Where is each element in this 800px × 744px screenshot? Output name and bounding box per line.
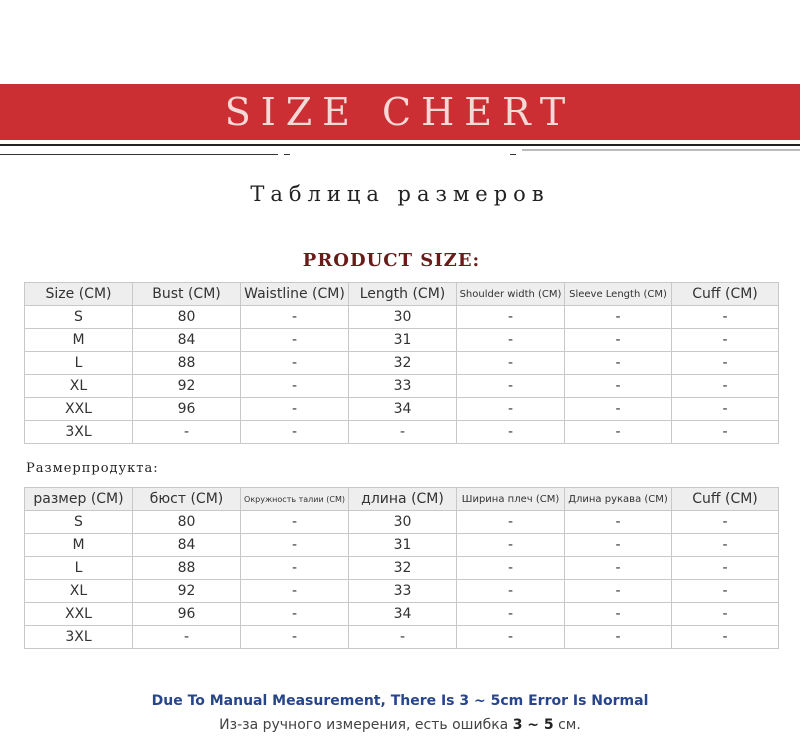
table-cell: - (672, 398, 779, 421)
table-cell: - (241, 557, 349, 580)
table-cell: 88 (133, 352, 241, 375)
divider-left (0, 154, 278, 155)
header-length: Length (CM) (349, 283, 457, 306)
table-cell: M (25, 329, 133, 352)
table-header-row (25, 283, 779, 306)
table-cell: - (457, 375, 565, 398)
table-cell: - (241, 352, 349, 375)
table-cell: - (565, 306, 672, 329)
table-cell: - (241, 375, 349, 398)
table-cell: - (457, 421, 565, 444)
table-cell: - (565, 534, 672, 557)
note-ru-prefix: Из-за ручного измерения, есть ошибка (219, 717, 513, 733)
table-cell: - (241, 329, 349, 352)
table-cell: - (672, 557, 779, 580)
table-row (25, 603, 779, 626)
table-row (25, 375, 779, 398)
table-cell: - (457, 580, 565, 603)
note-ru-suffix: см. (553, 717, 581, 733)
table-cell: - (241, 626, 349, 649)
table-cell: 96 (133, 603, 241, 626)
measurement-note-russian (0, 717, 800, 733)
banner-title: SIZE CHERT (224, 90, 576, 134)
table-cell: - (457, 511, 565, 534)
table-cell: - (672, 306, 779, 329)
divider-dash-right (510, 154, 516, 155)
table-cell: - (672, 329, 779, 352)
header-length: длина (CM) (349, 488, 457, 511)
header-cuff: Cuff (CM) (672, 488, 779, 511)
table-cell: 30 (349, 511, 457, 534)
table-cell: 31 (349, 329, 457, 352)
header-bust: Bust (CM) (133, 283, 241, 306)
product-size-title-russian: Размерпродукта: (26, 461, 159, 476)
table-cell: - (565, 603, 672, 626)
table-cell: - (565, 626, 672, 649)
table-row (25, 511, 779, 534)
table-cell: - (672, 580, 779, 603)
header-shoulder-width: Shoulder width (CM) (457, 283, 565, 306)
table-cell: - (457, 557, 565, 580)
table-cell: - (457, 329, 565, 352)
table-cell: - (241, 580, 349, 603)
size-table-russian (24, 487, 779, 649)
header-size: размер (CM) (25, 488, 133, 511)
table-row (25, 329, 779, 352)
table-cell: 96 (133, 398, 241, 421)
table-row (25, 580, 779, 603)
table-cell: - (457, 352, 565, 375)
table-cell: - (565, 557, 672, 580)
table-cell: 88 (133, 557, 241, 580)
header-shoulder-width: Ширина плеч (CM) (457, 488, 565, 511)
table-cell: - (672, 421, 779, 444)
table-cell: 84 (133, 329, 241, 352)
header-size: Size (CM) (25, 283, 133, 306)
table-cell: 32 (349, 352, 457, 375)
table-cell: L (25, 557, 133, 580)
table-cell: XXL (25, 398, 133, 421)
table-cell: - (565, 329, 672, 352)
table-cell: 33 (349, 580, 457, 603)
table-cell: - (565, 421, 672, 444)
table-cell: 31 (349, 534, 457, 557)
table-row (25, 398, 779, 421)
table-row (25, 534, 779, 557)
header-cuff: Cuff (CM) (672, 283, 779, 306)
header-waistline: Waistline (CM) (241, 283, 349, 306)
table-row (25, 306, 779, 329)
table-cell: - (672, 534, 779, 557)
table-cell: XL (25, 375, 133, 398)
table-cell: 32 (349, 557, 457, 580)
table-cell: - (457, 603, 565, 626)
table-cell: XL (25, 580, 133, 603)
table-cell: - (457, 534, 565, 557)
table-cell: L (25, 352, 133, 375)
table-cell: - (457, 398, 565, 421)
table-cell: - (241, 398, 349, 421)
table-cell: S (25, 511, 133, 534)
divider-right (522, 149, 800, 151)
table-cell: - (565, 398, 672, 421)
table-cell: - (133, 421, 241, 444)
product-size-title: PRODUCT SIZE: (302, 250, 481, 271)
table-cell: 30 (349, 306, 457, 329)
table-cell: 33 (349, 375, 457, 398)
table-cell: - (241, 306, 349, 329)
table-cell: - (133, 626, 241, 649)
header-bust: бюст (CM) (133, 488, 241, 511)
header-sleeve-length: Sleeve Length (CM) (565, 283, 672, 306)
table-cell: - (241, 534, 349, 557)
table-cell: - (672, 603, 779, 626)
table-cell: XXL (25, 603, 133, 626)
table-cell: 3XL (25, 421, 133, 444)
table-row (25, 421, 779, 444)
table-cell: - (565, 375, 672, 398)
table-cell: M (25, 534, 133, 557)
table-row (25, 352, 779, 375)
table-cell: 80 (133, 511, 241, 534)
table-cell: - (565, 352, 672, 375)
table-cell: - (241, 511, 349, 534)
header-waistline: Окружность талии (CM) (241, 488, 349, 511)
table-row (25, 557, 779, 580)
table-cell: 34 (349, 398, 457, 421)
table-cell: 3XL (25, 626, 133, 649)
table-cell: 80 (133, 306, 241, 329)
table-cell: - (457, 626, 565, 649)
divider-dash-left (284, 154, 290, 155)
subtitle-russian: Таблица размеров (250, 182, 550, 206)
table-cell: 92 (133, 580, 241, 603)
table-cell: 84 (133, 534, 241, 557)
table-cell: - (457, 306, 565, 329)
table-cell: - (349, 626, 457, 649)
table-cell: - (241, 421, 349, 444)
table-cell: - (565, 580, 672, 603)
table-cell: - (241, 603, 349, 626)
table-cell: 34 (349, 603, 457, 626)
table-cell: - (672, 352, 779, 375)
table-cell: - (565, 511, 672, 534)
size-table-english (24, 282, 779, 444)
banner-underline (0, 144, 800, 146)
table-cell: - (672, 511, 779, 534)
table-cell: - (349, 421, 457, 444)
table-header-row (25, 488, 779, 511)
table-cell: - (672, 626, 779, 649)
table-row (25, 626, 779, 649)
table-cell: S (25, 306, 133, 329)
header-sleeve-length: Длина рукава (CM) (565, 488, 672, 511)
note-ru-range: 3 ~ 5 (512, 717, 554, 733)
table-cell: 92 (133, 375, 241, 398)
measurement-note-english: Due To Manual Measurement, There Is 3 ~ 5cm Error Is Normal (151, 693, 649, 709)
table-cell: - (672, 375, 779, 398)
